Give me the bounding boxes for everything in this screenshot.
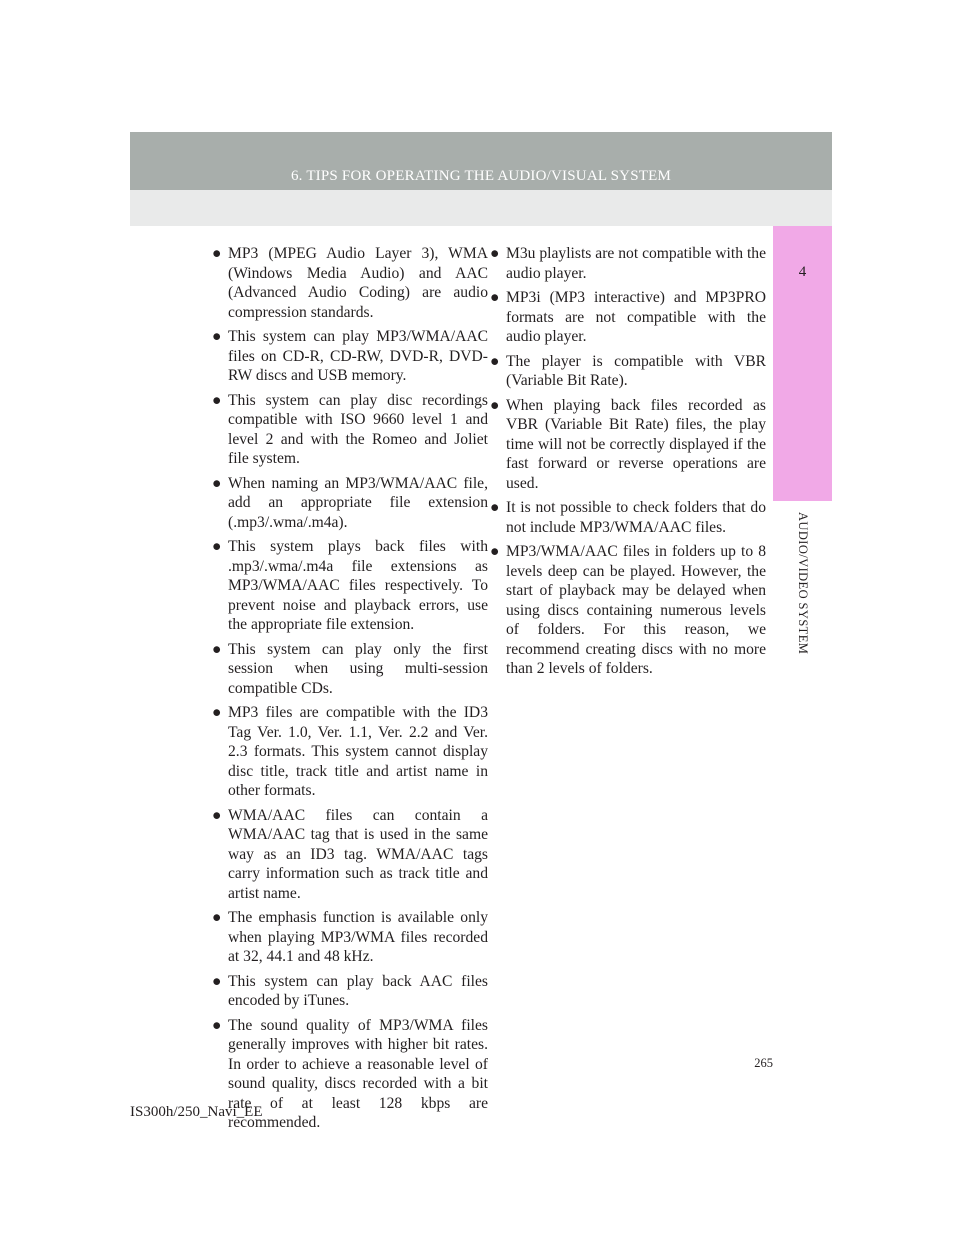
bullet-item [212, 972, 488, 1011]
bullet-item [490, 244, 766, 283]
bullet-text: The player is compatible with VBR (Variable Bit Rate). [506, 352, 766, 389]
document-code: IS300h/250_Navi_EE [130, 1104, 263, 1120]
bullet-text: This system can play only the first session when using multi-session compatible CDs. [228, 640, 488, 697]
bullet-text: WMA/AAC files can contain a WMA/AAC tag that is used in the same way as an ID3 tag. WMA/AAC tags carry information such as track title and artist name. [228, 806, 488, 902]
bullet-text: MP3 (MPEG Audio Layer 3), WMA (Windows Media Audio) and AAC (Advanced Audio Coding) are audio compression standards. [228, 245, 488, 321]
page-number: 265 [754, 1056, 773, 1070]
bullet-icon: ● [212, 1016, 222, 1034]
bullet-item [212, 244, 488, 322]
bullet-icon: ● [490, 499, 500, 516]
bullet-icon: ● [212, 328, 222, 345]
header-band [130, 132, 832, 190]
bullet-text: The emphasis function is available only when playing MP3/WMA files recorded at 32, 44.1 and 48 kHz. [228, 909, 488, 965]
bullet-item [212, 537, 488, 635]
bullet-text: The sound quality of MP3/WMA files generally improves with higher bit rates. In order to achieve a reasonable level of sound quality, discs recorded with a bit rate of at least 128 kbps are recommended. [228, 1016, 488, 1131]
bullet-text: This system can play MP3/WMA/AAC files on CD-R, CD-RW, DVD-R, DVD-RW discs and USB memory. [228, 328, 488, 384]
chapter-label [773, 512, 832, 692]
bullet-item [490, 498, 766, 537]
bullet-item [212, 327, 488, 386]
bullet-icon: ● [212, 474, 222, 492]
bullet-text: This system can play back AAC files encoded by iTunes. [228, 972, 488, 1009]
bullet-text: This system can play disc recordings compatible with ISO 9660 level 1 and level 2 and with the Romeo and Joliet file system. [228, 391, 488, 467]
section-title: 6. TIPS FOR OPERATING THE AUDIO/VISUAL SYSTEM [290, 168, 671, 184]
bullet-item [490, 288, 766, 347]
bullet-item [212, 908, 488, 967]
bullet-icon: ● [212, 909, 222, 926]
bullet-icon: ● [490, 245, 500, 262]
bullet-item [490, 542, 766, 679]
bullet-icon: ● [212, 806, 222, 824]
bullet-text: MP3 files are compatible with the ID3 Tag Ver. 1.0, Ver. 1.1, Ver. 2.2 and Ver. 2.3 formats. This system cannot display disc title, track title and artist name in other formats. [228, 704, 488, 799]
bullet-item [212, 474, 488, 533]
bullet-text: MP3i (MP3 interactive) and MP3PRO formats are not compatible with the audio player. [506, 289, 766, 345]
bullet-icon: ● [212, 640, 222, 658]
bullet-item [490, 352, 766, 391]
bullet-icon: ● [212, 538, 222, 555]
bullet-icon: ● [490, 352, 500, 370]
chapter-tab [773, 226, 832, 501]
chapter-label-text: AUDIO/VIDEO SYSTEM [796, 512, 810, 655]
bullet-item [212, 806, 488, 904]
bullet-item [212, 391, 488, 469]
bullet-item [212, 640, 488, 699]
bullet-icon: ● [212, 245, 222, 262]
bullet-text: M3u playlists are not compatible with the audio player. [506, 245, 766, 282]
bullet-icon: ● [490, 396, 500, 414]
bullet-icon: ● [212, 704, 222, 721]
bullet-text: It is not possible to check folders that do not include MP3/WMA/AAC files. [506, 499, 766, 536]
bullet-text: MP3/WMA/AAC files in folders up to 8 levels deep can be played. However, the start of playback may be delayed when using discs containing numerous levels of folders. For this reason, we recommend creating discs with no more than 2 levels of folders. [506, 543, 766, 677]
bullet-text: When naming an MP3/WMA/AAC file, add an appropriate file extension (.mp3/.wma/.m4a). [228, 474, 488, 531]
bullet-item [490, 396, 766, 494]
left-column [212, 244, 488, 1138]
bullet-text: This system plays back files with .mp3/.wma/.m4a file extensions as MP3/WMA/AAC files respectively. To prevent noise and playback errors, use the appropriate file extension. [228, 538, 488, 633]
bullet-text: When playing back files recorded as VBR (Variable Bit Rate) files, the play time will not be correctly displayed if the fast forward or reverse operations are used. [506, 396, 766, 492]
bullet-icon: ● [490, 543, 500, 560]
right-column [490, 244, 766, 684]
header-subband [130, 190, 832, 226]
chapter-number: 4 [798, 264, 807, 280]
bullet-icon: ● [490, 289, 500, 306]
bullet-icon: ● [212, 972, 222, 990]
bullet-icon: ● [212, 391, 222, 409]
bullet-item [212, 703, 488, 801]
